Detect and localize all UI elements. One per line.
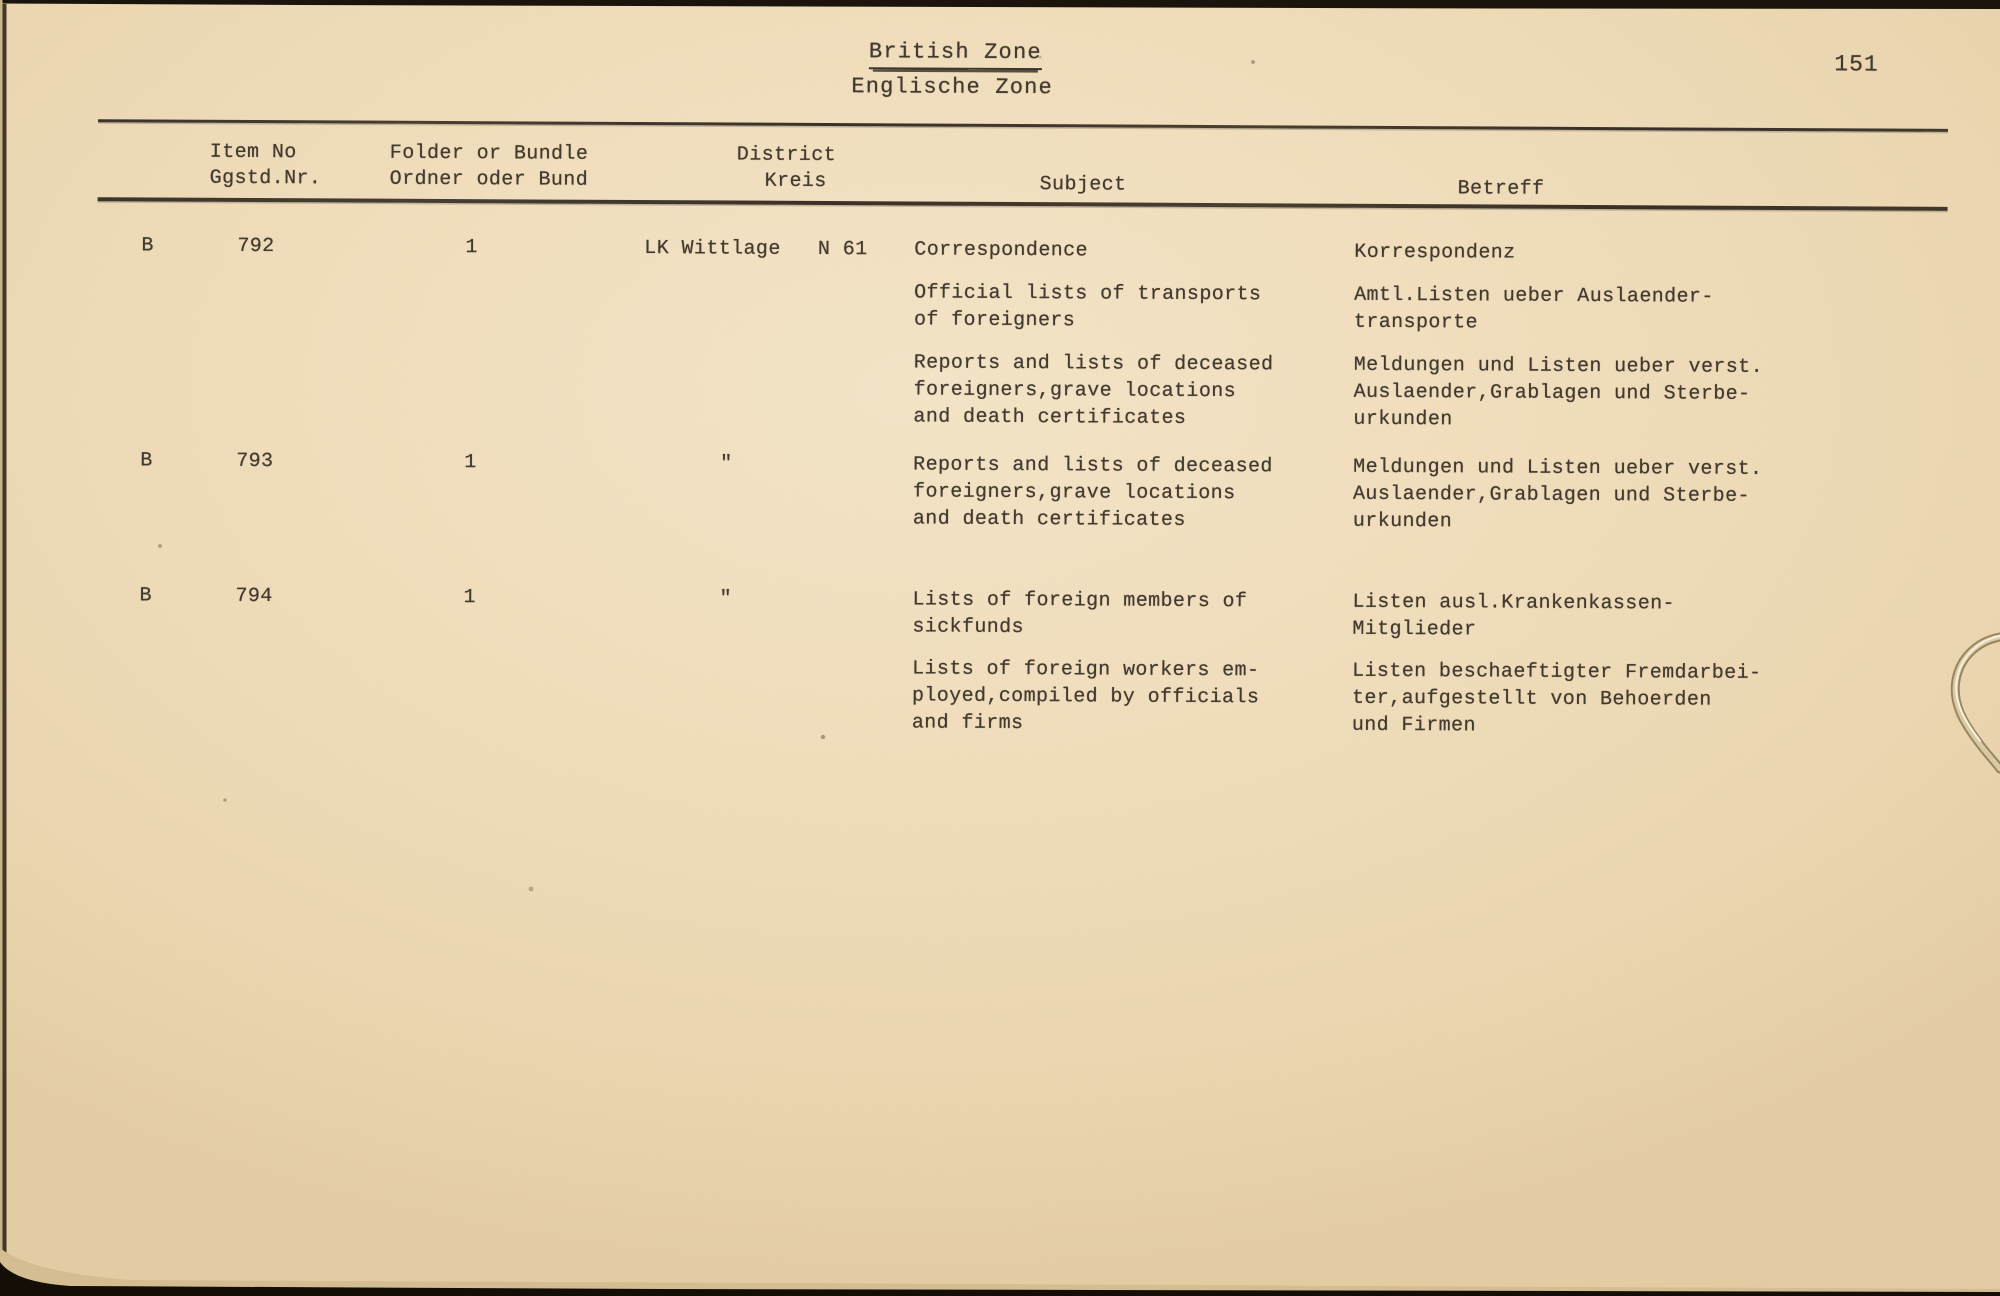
header-bottom-rule <box>98 197 1948 210</box>
column-header-betreff: Betreff <box>1457 177 1545 201</box>
row-betreff: Listen beschaeftigter Fremdarbei- ter,aufgestellt von Behoerden und Firmen <box>1351 659 1762 738</box>
column-header-folder-en: Folder or Bundle <box>389 141 589 166</box>
row-betreff: Meldungen und Listen ueber verst. Auslaender,Grablagen und Sterbe- urkunden <box>1352 455 1763 534</box>
row-subject: Lists of foreign members of sickfunds <box>912 588 1248 640</box>
table-row <box>0 582 1998 642</box>
row-folder: 1 <box>465 236 478 260</box>
row-district: LK Wittlage N 61 <box>644 237 868 262</box>
row-item-no: 793 <box>236 449 274 474</box>
row-subject: Lists of foreign workers em- ployed,compiled by officials and firms <box>911 657 1260 736</box>
row-district-ditto: " <box>719 587 732 611</box>
page-title-german: Englische Zone <box>851 74 1054 101</box>
row-prefix: B <box>140 449 153 473</box>
row-folder: 1 <box>464 451 477 475</box>
row-betreff: Amtl.Listen ueber Auslaender- transporte <box>1353 283 1714 335</box>
row-item-no: 792 <box>237 234 275 259</box>
page-title-english <box>869 37 1042 68</box>
row-prefix: B <box>139 584 152 608</box>
table-row <box>0 447 1998 534</box>
row-prefix: B <box>141 234 154 258</box>
table-subentry <box>0 651 1997 738</box>
row-betreff: Listen ausl.Krankenkassen- Mitglieder <box>1352 590 1676 642</box>
row-folder: 1 <box>463 586 476 610</box>
column-header-folder-de: Ordner oder Bund <box>389 167 589 192</box>
page-number: 151 <box>1834 51 1879 78</box>
page-title-underlined-text: British Zone <box>869 39 1042 70</box>
column-header-subject: Subject <box>1039 173 1127 197</box>
row-subject: Reports and lists of deceased foreigners,grave locations and death certificates <box>912 453 1273 532</box>
table-subentry <box>0 275 1999 335</box>
row-betreff: Korrespondenz <box>1354 240 1516 265</box>
header-top-rule <box>98 119 1948 132</box>
row-subject: Reports and lists of deceased foreigners,grave locations and death certificates <box>913 351 1274 430</box>
table-subentry <box>0 345 1999 432</box>
column-header-item-no-de: Ggstd.Nr. <box>209 166 322 191</box>
column-header-item-no-en: Item No <box>209 140 297 165</box>
row-item-no: 794 <box>235 584 273 609</box>
row-betreff: Meldungen und Listen ueber verst. Auslaender,Grablagen und Sterbe- urkunden <box>1353 353 1764 432</box>
row-subject: Official lists of transports of foreigners <box>913 281 1262 333</box>
row-subject: Correspondence <box>914 238 1089 263</box>
table-row <box>0 232 1999 265</box>
column-header-district-de: Kreis <box>764 169 827 194</box>
column-header-district-en: District <box>736 143 837 168</box>
row-district-ditto: " <box>720 452 733 476</box>
